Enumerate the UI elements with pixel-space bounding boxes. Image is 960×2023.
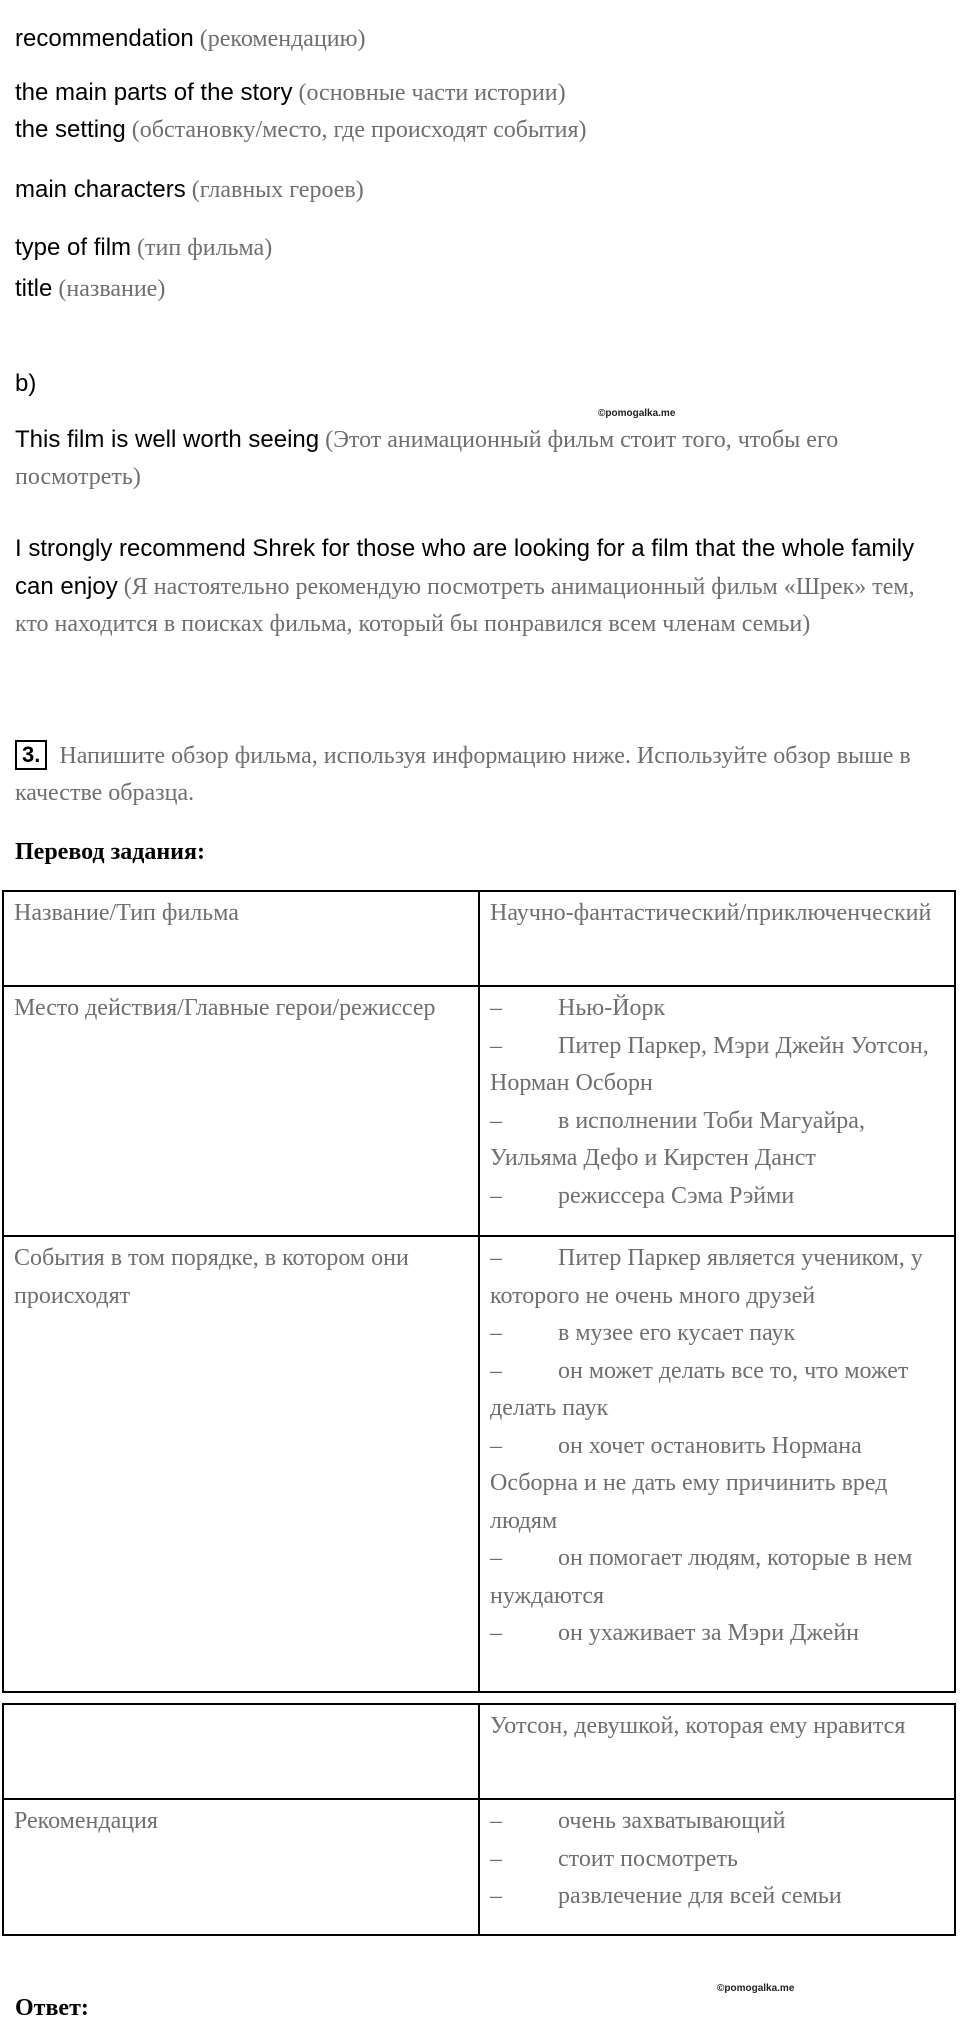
table-row [3, 986, 955, 1236]
vocab-item [15, 270, 165, 308]
dash: – [490, 1545, 502, 1571]
table-cell-label: Место действия/Главные герои/режиссер [3, 986, 479, 1236]
table-cell-value [479, 1799, 955, 1935]
section-b-label: b) [15, 370, 37, 397]
dash: – [490, 995, 502, 1021]
list-item [490, 990, 944, 1028]
table-row [3, 1704, 955, 1799]
list-item-text: Питер Паркер, Мэри Джейн Уотсон, Норман Осборн [490, 1032, 929, 1096]
task-table-continued [2, 1703, 956, 1936]
vocab-item [15, 74, 566, 112]
phrase-ru: (Этот анимационный фильм стоит того, чтобы его посмотреть) [15, 427, 839, 490]
table-cell-label [3, 1704, 479, 1799]
vocab-item [15, 171, 364, 209]
table-cell-label: Название/Тип фильма [3, 891, 479, 986]
list-item [490, 1103, 944, 1178]
list-item-text: Нью-Йорк [558, 995, 666, 1021]
phrase-ru: (Я настоятельно рекомендую посмотреть анимационный фильм «Шрек» тем, кто находится в поисках фильма, который бы понравился всем членам семьи) [15, 574, 915, 637]
watermark: ©pomogalka.me [598, 408, 676, 419]
dash: – [490, 1357, 502, 1384]
task-number: 3. [15, 740, 47, 770]
table-cell-value [479, 986, 955, 1236]
list-item-text: в музее его кусает паук [558, 1320, 796, 1346]
watermark: ©pomogalka.me [717, 1983, 795, 1994]
list-item [490, 1428, 944, 1541]
task-text: Напишите обзор фильма, используя информацию ниже. Используйте обзор выше в качестве образца. [15, 743, 911, 806]
task-instruction [15, 738, 945, 812]
phrase-en: I strongly recommend Shrek for those who are looking for a film that the whole family can enjoy [15, 535, 915, 600]
vocab-item [15, 229, 272, 267]
dash: – [490, 1432, 502, 1459]
vocab-ru: (обстановку/место, где происходят события) [131, 117, 587, 143]
vocab-ru: (название) [58, 276, 166, 302]
table-cell-label: События в том порядке, в котором они происходят [3, 1236, 479, 1692]
phrase-en: This film is well worth seeing [15, 426, 320, 453]
vocab-en: recommendation [15, 25, 194, 52]
list-item-text: он помогает людям, которые в нем нуждаются [490, 1545, 913, 1609]
table-row [3, 1236, 955, 1692]
list-item [490, 1028, 944, 1103]
table-cell-value: Уотсон, девушкой, которая ему нравится [479, 1704, 955, 1799]
dash: – [490, 1320, 502, 1346]
task-table [2, 890, 956, 1693]
phrase-item [15, 530, 945, 643]
table-cell-value [479, 1236, 955, 1692]
vocab-en: the setting [15, 116, 126, 143]
list-item [490, 1878, 944, 1916]
list-item [490, 1803, 944, 1841]
vocab-ru: (тип фильма) [137, 235, 273, 261]
list-item-text: в исполнении Тоби Магуайра, Уильяма Дефо и Кирстен Данст [490, 1107, 865, 1171]
vocab-en: type of film [15, 234, 132, 261]
dash: – [490, 1845, 502, 1872]
list-item-text: он может делать все то, что может делать паук [490, 1357, 909, 1421]
vocab-item [15, 111, 586, 149]
vocab-ru: (главных героев) [191, 177, 364, 203]
list-item-text: Питер Паркер является учеником, у которого не очень много друзей [490, 1245, 923, 1309]
phrase-item [15, 421, 945, 496]
vocab-ru: (рекомендацию) [199, 26, 366, 52]
table-cell-value: Научно-фантастический/приключенческий [479, 891, 955, 986]
table-row [3, 891, 955, 986]
list-item-text: режиссера Сэма Рэйми [558, 1182, 795, 1209]
dash: – [490, 1245, 502, 1271]
dash: – [490, 1107, 502, 1134]
answer-heading: Ответ: [15, 1995, 89, 2021]
list-item-text: развлечение для всей семьи [558, 1883, 842, 1909]
dash: – [490, 1808, 502, 1834]
list-item-text: он хочет остановить Нормана Осборна и не дать ему причинить вред людям [490, 1432, 888, 1534]
list-item [490, 1540, 944, 1615]
list-item [490, 1240, 944, 1315]
list-item [490, 1841, 944, 1879]
dash: – [490, 1182, 502, 1209]
table-cell-label: Рекомендация [3, 1799, 479, 1935]
list-item [490, 1315, 944, 1353]
dash: – [490, 1620, 502, 1646]
list-item [490, 1353, 944, 1428]
list-item-text: стоит посмотреть [558, 1845, 738, 1872]
list-item [490, 1178, 944, 1216]
list-item-text: очень захватывающий [558, 1808, 786, 1834]
table-row [3, 1799, 955, 1935]
vocab-en: main characters [15, 176, 186, 203]
list-item [490, 1615, 944, 1653]
dash: – [490, 1883, 502, 1909]
vocab-en: the main parts of the story [15, 79, 293, 106]
list-item-text: он ухаживает за Мэри Джейн [558, 1620, 860, 1646]
vocab-item [15, 20, 366, 58]
vocab-ru: (основные части истории) [298, 80, 566, 106]
translation-heading: Перевод задания: [15, 839, 205, 865]
vocab-en: title [15, 275, 53, 302]
dash: – [490, 1032, 502, 1059]
